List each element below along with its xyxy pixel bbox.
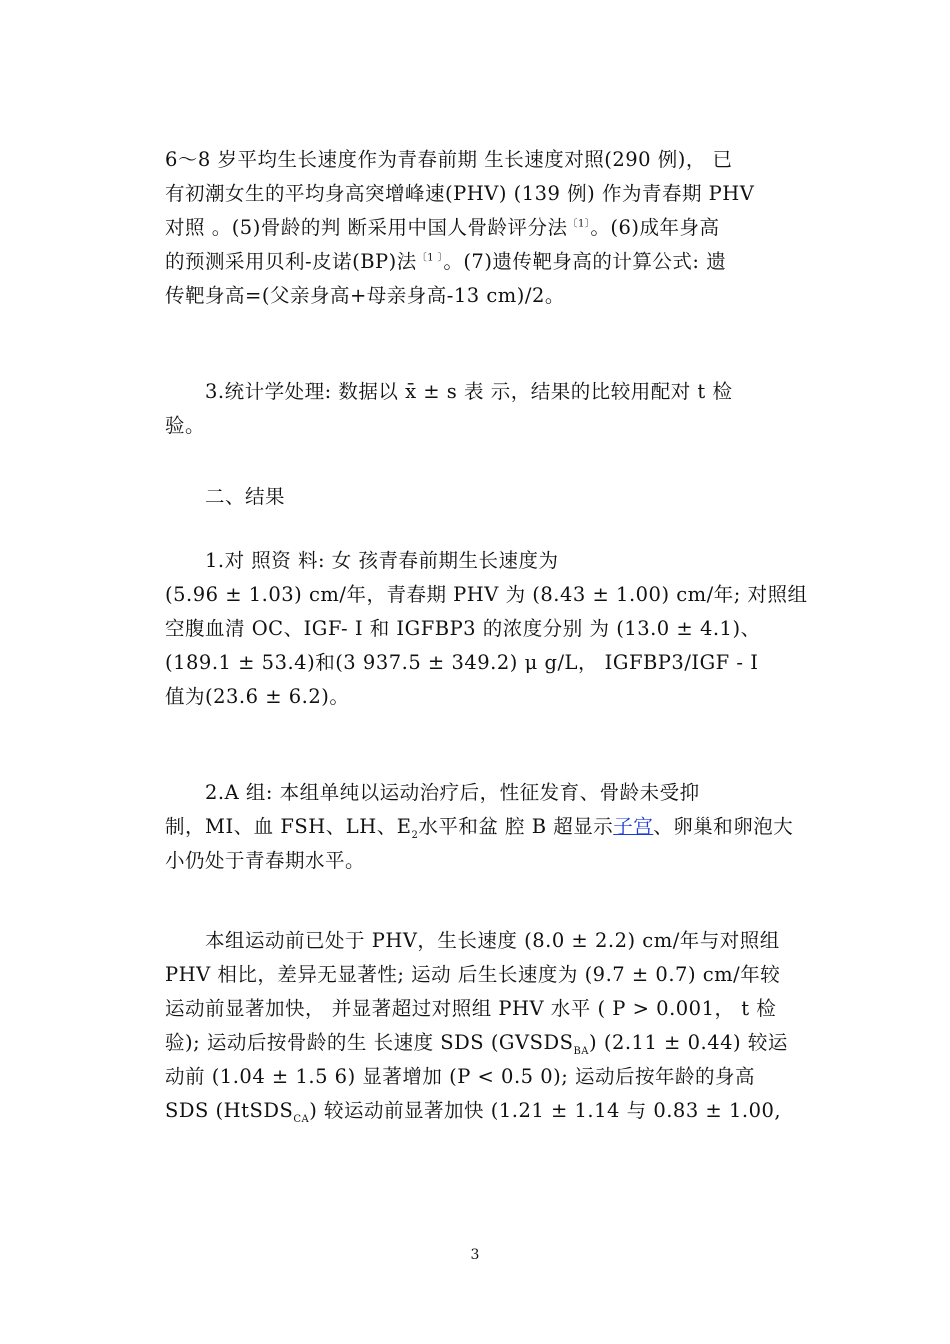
text-line: 验); 运动后按骨龄的生 长速度 SDS $(GVSDS_{BA}) (2.11 \pm 0.44)$ 较运: [165, 1031, 788, 1057]
text-line: 3.统计学处理: 数据以 x̄ ± s 表 示，结果的比较用配对 t 检: [205, 380, 733, 403]
paragraph-control-data: [165, 544, 808, 714]
text-line: 小仍处于青春期水平。: [165, 849, 366, 872]
text-line: 对照 。(5)骨龄的判 断采用中国人骨龄评分法$^{〔1〕}$。(6)成年身高: [165, 216, 720, 239]
text-line: 值为(23.6 ± 6.2)。: [165, 685, 350, 708]
subscript: 2: [411, 829, 419, 841]
text-line: 制，MI、血 FSH、LH、$E_2$水平和盆 腔 B 超显示子宫、卵巢和卵泡大: [165, 815, 794, 841]
subscript: BA: [573, 1045, 590, 1057]
text-line: SDS (HtSDS$_{CA}$) 较运动前显著加快 (1.21 ± 1.14 与 0.83 ± 1.00,: [165, 1099, 782, 1125]
text-line: 传靶身高=(父亲身高+母亲身高-13 cm)/2。: [165, 284, 565, 307]
section-heading-results: [165, 480, 790, 514]
citation-ref[interactable]: 〔1 〕: [416, 252, 444, 264]
paragraph-group-a: [165, 776, 794, 878]
section-heading: 二、结果: [205, 485, 286, 508]
text-line: 有初潮女生的平均身高突增峰速(PHV) (139 例) 作为青春期 PHV: [165, 182, 755, 205]
text-line: 验。: [165, 414, 206, 437]
text-line: (5.96 ± 1.03) cm/年，青春期 PHV 为 (8.43 ± 1.00) cm/年; 对照组: [165, 583, 808, 606]
text-line: 空腹血清 OC、IGF- I 和 IGFBP3 的浓度分别 为 (13.0 ± 4.1)、: [165, 617, 761, 640]
text-line: 6～8 岁平均生长速度作为青春前期 生长速度对照(290 例)， 已: [165, 148, 733, 171]
text-line: (189.1 ± 53.4)和(3 937.5 ± 349.2) μ g/L， IGFBP3/IGF - I: [165, 651, 759, 674]
text-line: 2.A 组: 本组单纯以运动治疗后，性征发育、骨龄未受抑: [205, 781, 700, 804]
subscript: CA: [293, 1113, 310, 1125]
paragraph-methods-continued: [165, 143, 790, 313]
uterus-link[interactable]: 子宫: [613, 815, 654, 838]
citation-ref[interactable]: 〔1〕: [567, 218, 591, 230]
text-line: 运动前显著加快， 并显著超过对照组 PHV 水平 ( P > 0.001， t 检: [165, 997, 777, 1020]
text-line: 本组运动前已处于 PHV，生长速度 (8.0 ± 2.2) cm/年与对照组: [205, 929, 780, 952]
paragraph-statistics: [165, 375, 790, 443]
page-number: 3: [470, 1247, 480, 1263]
text-line: 1.对 照资 料: 女 孩青春前期生长速度为: [205, 549, 559, 572]
text-line: PHV 相比，差异无显著性; 运动 后生长速度为 (9.7 ± 0.7) cm/年较: [165, 963, 781, 986]
paragraph-group-a-results: [165, 924, 790, 1128]
text-line: 的预测采用贝利-皮诺(BP)法$^{〔1 〕}$。(7)遗传靶身高的计算公式: 遗: [165, 250, 727, 273]
text-line: 动前 (1.04 ± 1.5 6) 显著增加 (P < 0.5 0); 运动后按年龄的身高: [165, 1065, 756, 1088]
